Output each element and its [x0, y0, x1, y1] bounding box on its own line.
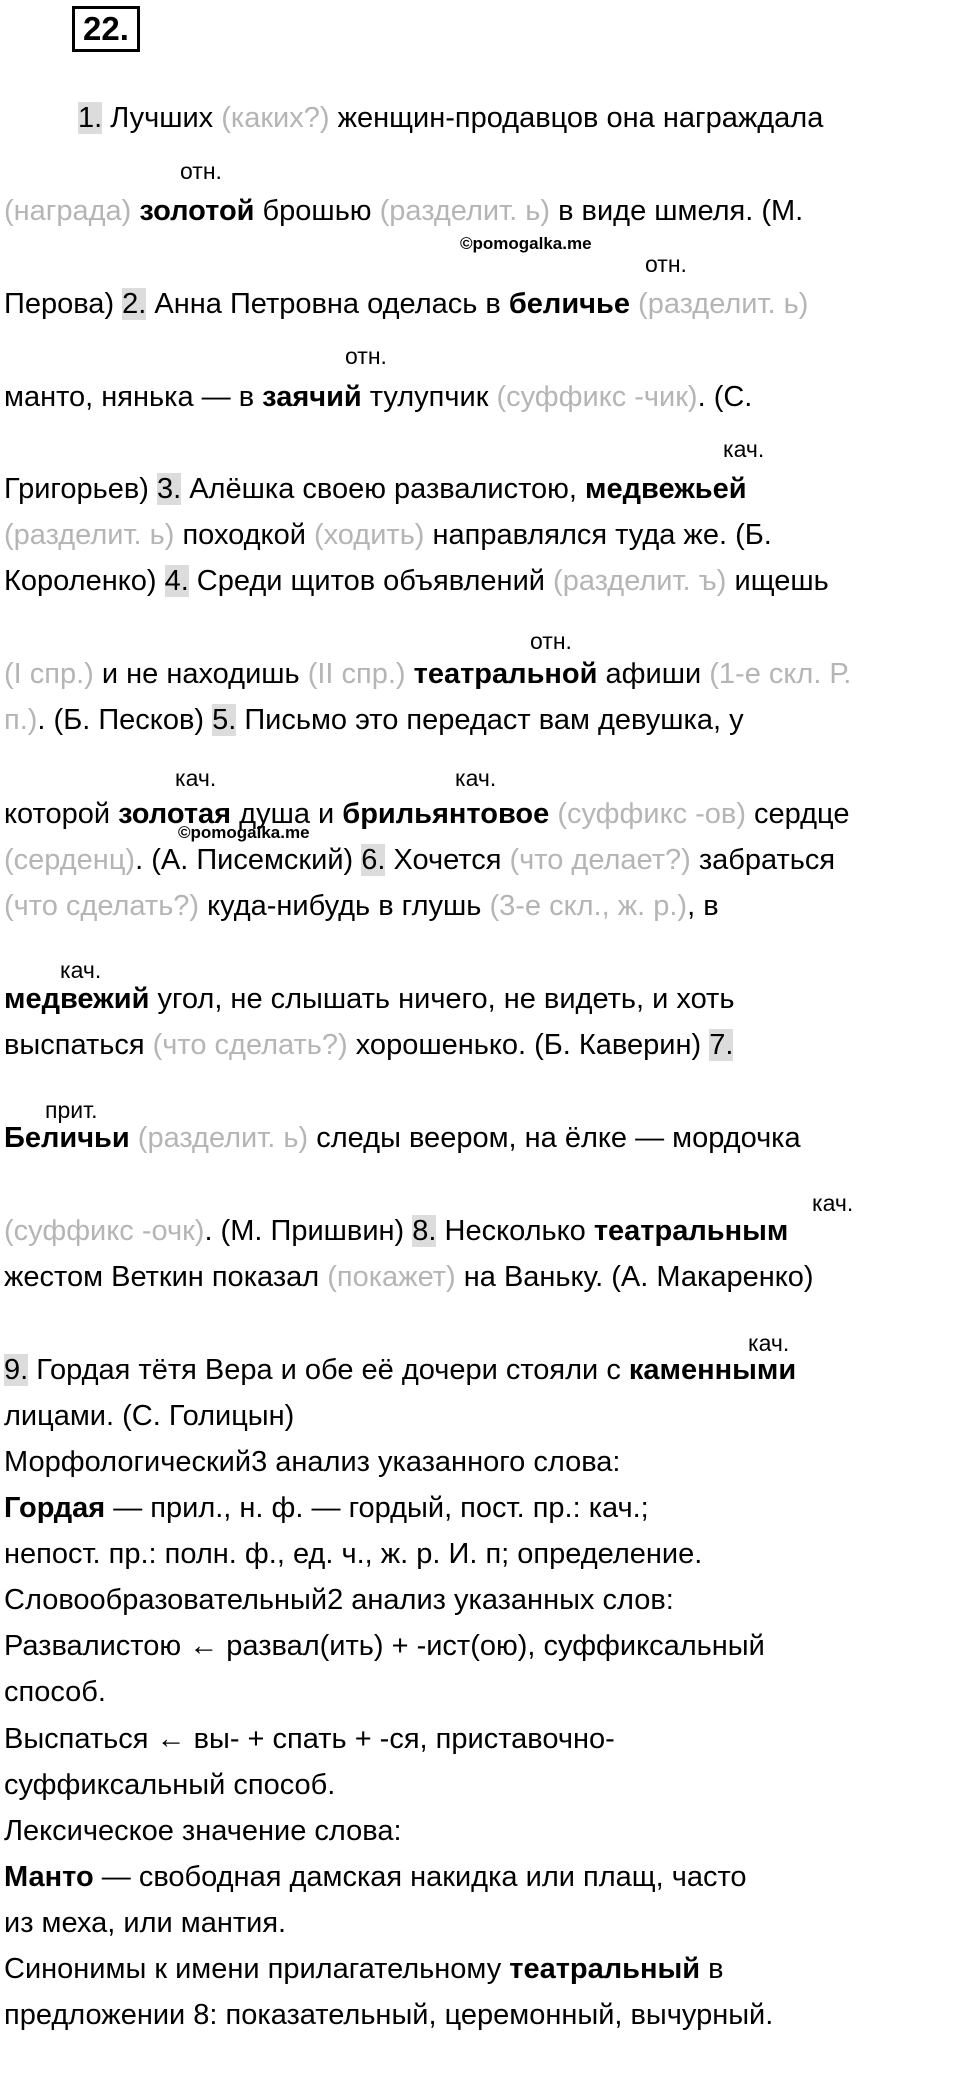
- bold-word: Манто: [4, 1861, 94, 1893]
- bold-word: Беличьи: [4, 1122, 130, 1154]
- text-run: [130, 1122, 138, 1154]
- text-run: из меха, или мантия.: [4, 1907, 287, 1939]
- text-run: предложении 8: показательный, церемонный, вычурный.: [4, 1999, 774, 2031]
- text-run: . (М. Пришвин): [204, 1215, 413, 1247]
- annotation-label: отн.: [180, 158, 222, 184]
- hint-text: п.): [4, 704, 38, 736]
- text-run: Хочется: [385, 844, 510, 876]
- bold-word: брильянтовое: [342, 798, 550, 830]
- text-run: следы веером, на ёлке — мордочка: [308, 1122, 801, 1154]
- hint-text: (суффикс -ов): [557, 798, 746, 830]
- text-line: [4, 981, 734, 1017]
- annotation-label: кач.: [748, 1330, 790, 1356]
- text-run: Несколько: [436, 1215, 594, 1247]
- bold-word: медвежий: [4, 983, 150, 1015]
- text-run: лицами. (С. Голицын): [4, 1400, 295, 1432]
- text-run: Развалистою ← развал(ить) + -ист(ою), суффиксальный: [4, 1630, 765, 1662]
- sentence-number: 5.: [212, 704, 237, 736]
- text-run: Алёшка своею развалистою,: [181, 473, 586, 505]
- text-line: [4, 1259, 814, 1295]
- hint-text: (ходить): [313, 519, 425, 551]
- sentence-number: 4.: [164, 565, 189, 597]
- text-run: Григорьев): [4, 473, 157, 505]
- text-line: [78, 100, 823, 136]
- text-run: Гордая тётя Вера и обе её дочери стояли с: [28, 1354, 629, 1386]
- text-line: [4, 1859, 747, 1895]
- hint-text: (I спр.): [4, 658, 94, 690]
- hint-text: (3-е скл., ж. р.): [489, 890, 688, 922]
- watermark: ©pomogalka.me: [460, 234, 592, 253]
- annotation-label: отн.: [345, 343, 387, 369]
- text-run: куда-нибудь в глушь: [199, 890, 490, 922]
- hint-text: (что сделать?): [152, 1029, 348, 1061]
- annotation-label: кач.: [60, 957, 102, 983]
- bold-word: театральным: [593, 1215, 789, 1247]
- bold-word: заячий: [262, 381, 362, 413]
- hint-text: (серденц): [4, 844, 136, 876]
- text-line: [4, 1120, 801, 1156]
- hint-text: (что делает?): [509, 844, 691, 876]
- text-line: [4, 1490, 649, 1526]
- text-line: [4, 563, 829, 599]
- bold-word: театральный: [509, 1953, 701, 1985]
- hint-text: (разделит. ь): [379, 195, 551, 227]
- text-run: манто, нянька — в: [4, 381, 263, 413]
- sentence-number: 9.: [4, 1354, 29, 1386]
- text-line: [4, 1444, 620, 1480]
- text-run: способ.: [4, 1676, 106, 1708]
- text-run: забраться: [690, 844, 836, 876]
- text-run: душа и: [231, 798, 343, 830]
- text-line: [4, 517, 772, 553]
- hint-text: (разделит. ъ): [553, 565, 727, 597]
- text-line: [4, 1813, 402, 1849]
- text-run: Лучших: [102, 102, 222, 134]
- text-run: , в: [687, 890, 719, 922]
- text-run: в: [700, 1953, 724, 1985]
- text-run: Выспаться ← вы- + спать + -ся, приставочно-: [4, 1723, 615, 1755]
- text-run: суффиксальный способ.: [4, 1769, 336, 1801]
- text-line: [4, 1027, 733, 1063]
- task-number: 22.: [72, 6, 140, 52]
- text-run: — свободная дамская накидка или плащ, часто: [93, 1861, 747, 1893]
- text-line: [4, 1352, 796, 1388]
- text-run: Перова): [4, 288, 123, 320]
- text-run: брошью: [254, 195, 380, 227]
- text-line: [4, 796, 849, 832]
- hint-text: (разделит. ь): [4, 519, 175, 551]
- text-run: тулупчик: [361, 381, 497, 413]
- text-line: [4, 471, 747, 507]
- text-line: [4, 379, 752, 415]
- watermark: ©pomogalka.me: [178, 823, 310, 842]
- text-run: Словообразовательный2 анализ указанных слов:: [4, 1584, 674, 1616]
- text-line: [4, 1721, 615, 1757]
- hint-text: (что сделать?): [4, 890, 200, 922]
- text-run: ищешь: [726, 565, 829, 597]
- text-run: [406, 658, 414, 690]
- text-line: [4, 1767, 335, 1803]
- bold-word: Гордая: [4, 1492, 106, 1524]
- text-line: [4, 1997, 773, 2033]
- hint-text: (награда): [4, 195, 132, 227]
- hint-text: (суффикс -чик): [496, 381, 698, 413]
- text-line: [4, 1582, 674, 1618]
- bold-word: золотой: [139, 195, 255, 227]
- hint-text: (суффикс -очк): [4, 1215, 205, 1247]
- annotation-label: кач.: [455, 765, 497, 791]
- text-run: Морфологический3 анализ указанного слова:: [4, 1446, 621, 1478]
- annotation-label: кач.: [175, 765, 217, 791]
- annotation-label: кач.: [723, 436, 765, 462]
- hint-text: (разделит. ь): [137, 1122, 309, 1154]
- sentence-number: 8.: [412, 1215, 437, 1247]
- text-run: женщин-продавцов она награждала: [329, 102, 824, 134]
- hint-text: (1-е скл. Р.: [709, 658, 852, 690]
- text-run: . (А. Писемский): [135, 844, 362, 876]
- bold-word: золотая: [118, 798, 232, 830]
- text-run: угол, не слышать ничего, не видеть, и хоть: [149, 983, 735, 1015]
- text-run: [630, 288, 638, 320]
- text-run: . (С.: [697, 381, 753, 413]
- hint-text: (II спр.): [307, 658, 406, 690]
- text-run: Письмо это передаст вам девушка, у: [236, 704, 744, 736]
- sentence-number: 1.: [78, 102, 103, 134]
- text-line: [4, 1674, 106, 1710]
- text-line: [4, 1628, 765, 1664]
- text-line: [4, 1536, 702, 1572]
- text-run: Лексическое значение слова:: [4, 1815, 402, 1847]
- sentence-number: 3.: [156, 473, 182, 505]
- text-run: . (Б. Песков): [37, 704, 213, 736]
- hint-text: (покажет): [327, 1261, 456, 1293]
- bold-word: беличье: [508, 288, 630, 320]
- text-run: Синонимы к имени прилагательному: [4, 1953, 510, 1985]
- text-line: [4, 1905, 286, 1941]
- text-run: Короленко): [4, 565, 165, 597]
- sentence-number: 6.: [361, 844, 386, 876]
- text-line: [4, 1398, 294, 1434]
- annotation-label: прит.: [45, 1097, 98, 1123]
- text-run: на Ваньку. (А. Макаренко): [455, 1261, 814, 1293]
- text-line: [4, 842, 835, 878]
- text-line: [4, 1951, 724, 1987]
- sentence-number: 7.: [709, 1029, 734, 1061]
- text-line: [4, 193, 803, 229]
- text-run: выспаться: [4, 1029, 153, 1061]
- text-run: — прил., н. ф. — гордый, пост. пр.: кач.;: [105, 1492, 649, 1524]
- text-run: сердце: [745, 798, 850, 830]
- text-run: афиши: [597, 658, 710, 690]
- text-run: Анна Петровна оделась в: [146, 288, 509, 320]
- hint-text: (разделит. ь): [638, 288, 809, 320]
- text-run: и не находишь: [93, 658, 308, 690]
- annotation-label: кач.: [812, 1190, 854, 1216]
- bold-word: каменными: [628, 1354, 797, 1386]
- text-run: походкой: [174, 519, 314, 551]
- text-run: хорошенько. (Б. Каверин): [347, 1029, 710, 1061]
- text-run: непост. пр.: полн. ф., ед. ч., ж. р. И. п; определение.: [4, 1538, 703, 1570]
- text-line: [4, 888, 719, 924]
- bold-word: театральной: [413, 658, 598, 690]
- bold-word: медвежьей: [585, 473, 747, 505]
- text-run: жестом Веткин показал: [4, 1261, 328, 1293]
- text-line: [4, 1213, 788, 1249]
- annotation-label: отн.: [530, 628, 572, 654]
- text-line: [4, 286, 808, 322]
- text-run: в виде шмеля. (М.: [550, 195, 804, 227]
- text-line: [4, 656, 851, 692]
- annotation-label: отн.: [645, 251, 687, 277]
- hint-text: (каких?): [221, 102, 330, 134]
- text-line: [4, 702, 744, 738]
- text-run: направлялся туда же. (Б.: [424, 519, 772, 551]
- sentence-number: 2.: [122, 288, 147, 320]
- text-run: Среди щитов объявлений: [188, 565, 554, 597]
- text-run: которой: [4, 798, 119, 830]
